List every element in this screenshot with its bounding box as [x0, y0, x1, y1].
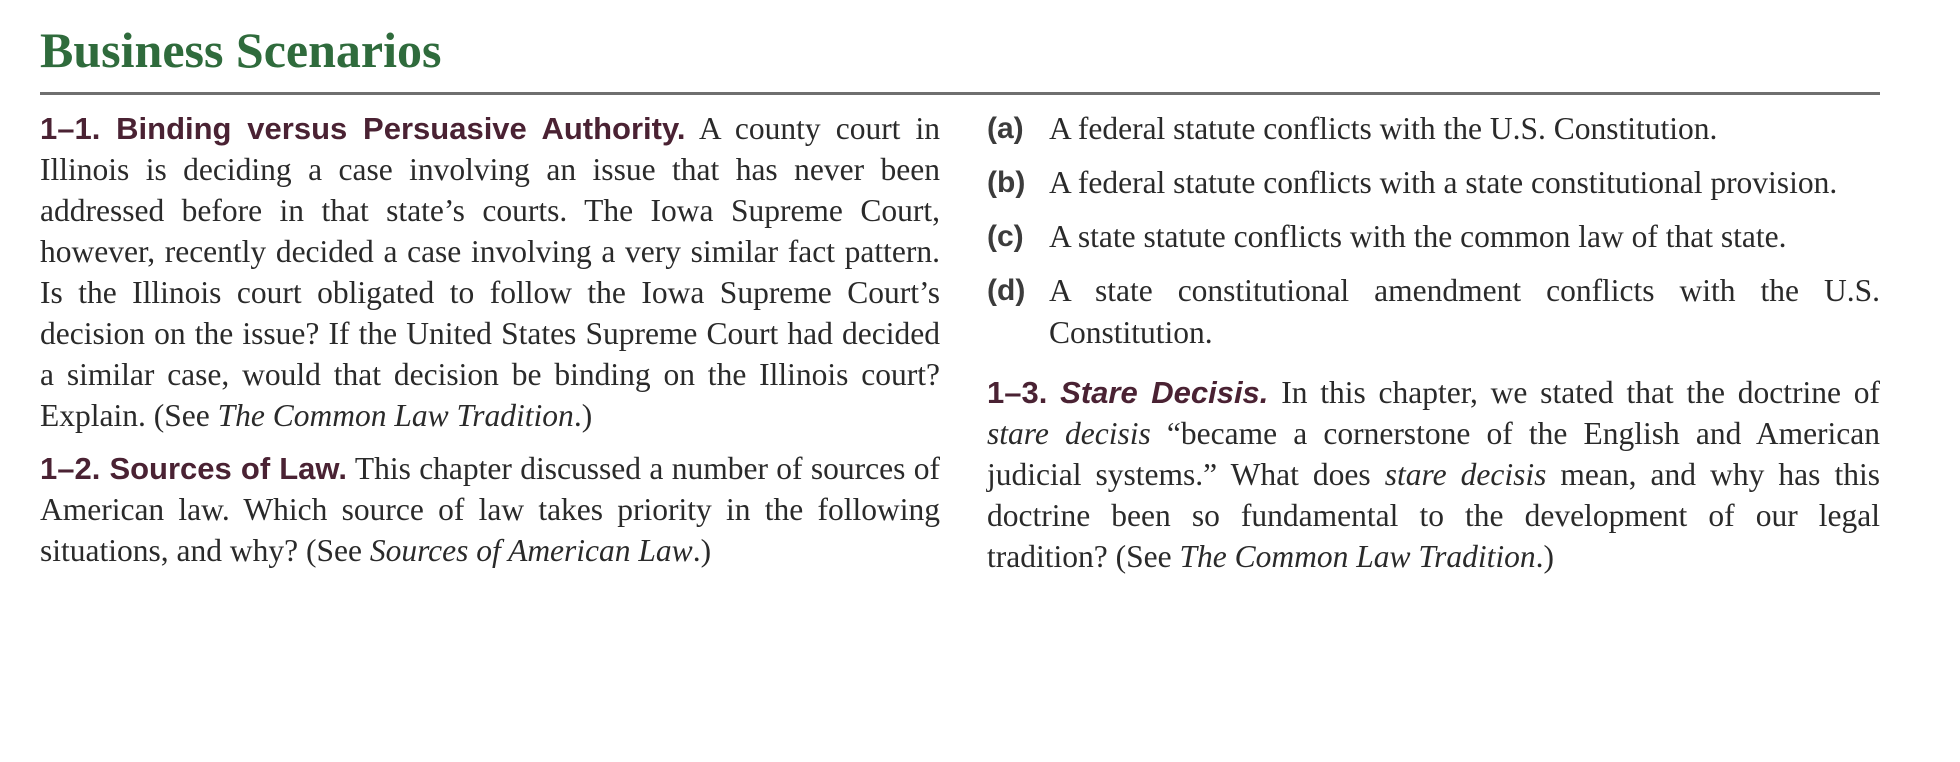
question-1-3-term-2: stare decisis: [1384, 457, 1547, 492]
question-1-1-ref-close: .): [573, 398, 593, 433]
question-1-2-body: This chapter discussed a number of sources of American law. Which source of law takes priority in the following situations, and why?: [40, 451, 940, 568]
option-d: [987, 270, 1880, 354]
option-b-text: A federal statute conflicts with a state constitutional provision.: [1049, 165, 1838, 200]
option-c-letter: (c): [987, 220, 1024, 253]
question-1-3-body-2: “became a cornerstone of the English and American judicial systems.” What does: [987, 416, 1881, 492]
option-a-letter: (a): [987, 112, 1024, 145]
question-1-2-ref-title: Sources of American Law: [369, 533, 693, 568]
question-1-3-ref-open: (See: [1115, 539, 1180, 574]
question-1-2-title: 1–2. Sources of Law.: [40, 451, 348, 486]
question-1-3-title: Stare Decisis.: [1060, 375, 1269, 410]
option-a: [987, 108, 1880, 150]
question-1-3-ref-close: .): [1535, 539, 1555, 574]
option-c-text: A state statute conflicts with the common law of that state.: [1049, 219, 1787, 254]
option-d-letter: (d): [987, 274, 1026, 307]
question-1-1: [40, 108, 940, 436]
section-heading: Business Scenarios: [40, 22, 442, 78]
question-1-3-term-1: stare decisis: [987, 416, 1151, 451]
question-1-2: [40, 448, 940, 571]
question-1-2-ref-open: (See: [305, 533, 370, 568]
left-column: [40, 108, 940, 583]
question-1-3-ref-title: The Common Law Tradition: [1179, 539, 1536, 574]
question-1-2-ref-close: .): [692, 533, 712, 568]
question-1-3-body-1: In this chapter, we stated that the doctrine of: [1281, 375, 1880, 410]
question-1-1-ref-open: (See: [153, 398, 218, 433]
option-b: [987, 162, 1880, 204]
heading-rule: [40, 92, 1880, 95]
option-c: [987, 216, 1880, 258]
option-a-text: A federal statute conflicts with the U.S. Constitution.: [1049, 111, 1718, 146]
right-column: [987, 108, 1880, 589]
question-1-3-body-3: mean, and why has this doctrine been so fundamental to the development of our legal tradition?: [987, 457, 1880, 574]
question-1-1-ref-title: The Common Law Tradition: [217, 398, 574, 433]
question-1-1-body: A county court in Illinois is deciding a case involving an issue that has never been addressed before in that state’s courts. The Iowa Supreme Court, however, recently decided a case involving a very similar fact pattern. Is the Illinois court obligated to follow the Iowa Supreme Court’s decision on the issue? If the United States Supreme Court had decided a similar case, would that decision be binding on the Illinois court? Explain.: [40, 111, 940, 433]
option-b-letter: (b): [987, 166, 1026, 199]
question-1-1-title: 1–1. Binding versus Persuasive Authority.: [40, 111, 686, 146]
question-1-3: [987, 372, 1880, 577]
option-d-text: A state constitutional amendment conflicts with the U.S. Constitution.: [1049, 273, 1880, 350]
question-1-3-number: 1–3.: [987, 375, 1048, 410]
